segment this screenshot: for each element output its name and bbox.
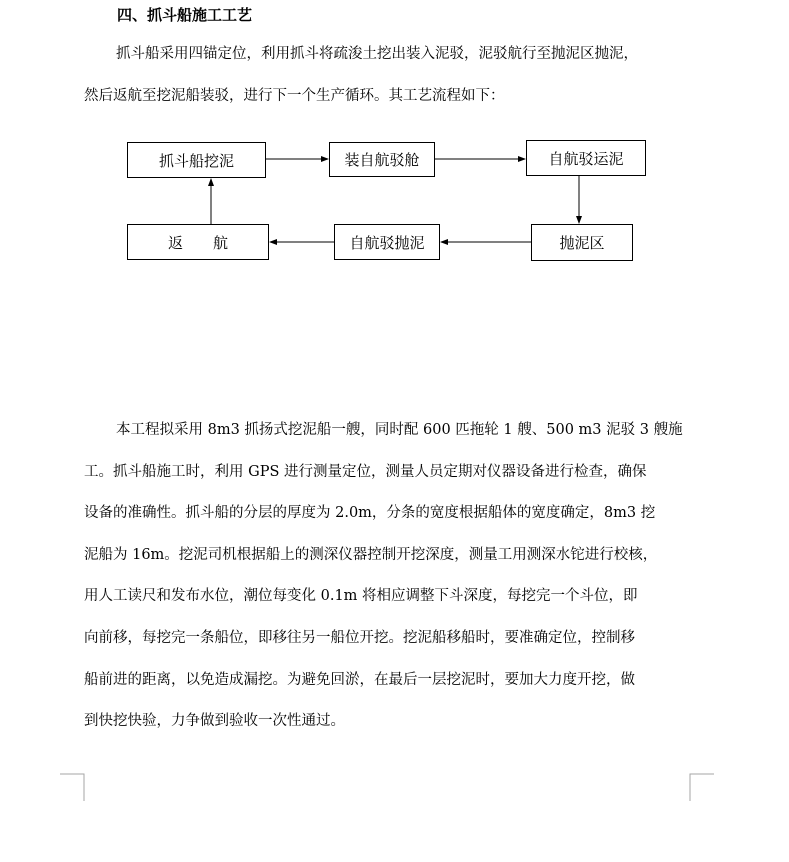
crop-mark-right (688, 773, 718, 803)
paragraph-line: 泥船为 16m。挖泥司机根据船上的测深仪器控制开挖深度，测量工用测深水铊进行校核， (84, 546, 658, 563)
paragraph-line: 工。抓斗船施工时，利用 GPS 进行测量定位，测量人员定期对仪器设备进行检查，确保 (84, 463, 647, 480)
crop-mark-left (60, 773, 90, 803)
paragraph-line: 抓斗船采用四锚定位，利用抓斗将疏浚土挖出装入泥驳，泥驳航行至抛泥区抛泥， (116, 46, 638, 62)
paragraph-line: 用人工读尺和发布水位，潮位每变化 0.1m 将相应调整下斗深度，每挖完一个斗位，即 (84, 588, 638, 605)
flow-step-dump-area: 抛泥区 (531, 224, 633, 261)
paragraph-line: 设备的准确性。抓斗船的分层的厚度为 2.0m，分条的宽度根据船体的宽度确定，8m3 挖 (84, 505, 656, 522)
paragraph-line: 向前移，每挖完一条船位，即移往另一船位开挖。挖泥船移船时，要准确定位，控制移 (84, 629, 635, 646)
paragraph-line: 到快挖快验，力争做到验收一次性通过。 (84, 713, 345, 730)
paragraph-line: 船前进的距离，以免造成漏挖。为避免回淤，在最后一层挖泥时，要加大力度开挖，做 (84, 671, 635, 688)
flow-step-load-barge: 装自航驳舱 (329, 142, 435, 177)
paragraph-line: 然后返航至挖泥船装驳，进行下一个生产循环。其工艺流程如下： (84, 87, 505, 104)
flow-step-return: 返 航 (127, 224, 269, 260)
flow-step-dredge: 抓斗船挖泥 (127, 142, 266, 178)
flow-step-dump-mud: 自航驳抛泥 (334, 224, 440, 260)
body-paragraph (84, 410, 692, 743)
paragraph-line: 本工程拟采用 8m3 抓扬式挖泥船一艘，同时配 600 匹拖轮 1 艘、500 m3 泥驳 3 艘施 (116, 422, 683, 438)
flow-step-transport-mud: 自航驳运泥 (526, 140, 646, 176)
section-heading: 四、抓斗船施工工艺 (117, 6, 253, 24)
